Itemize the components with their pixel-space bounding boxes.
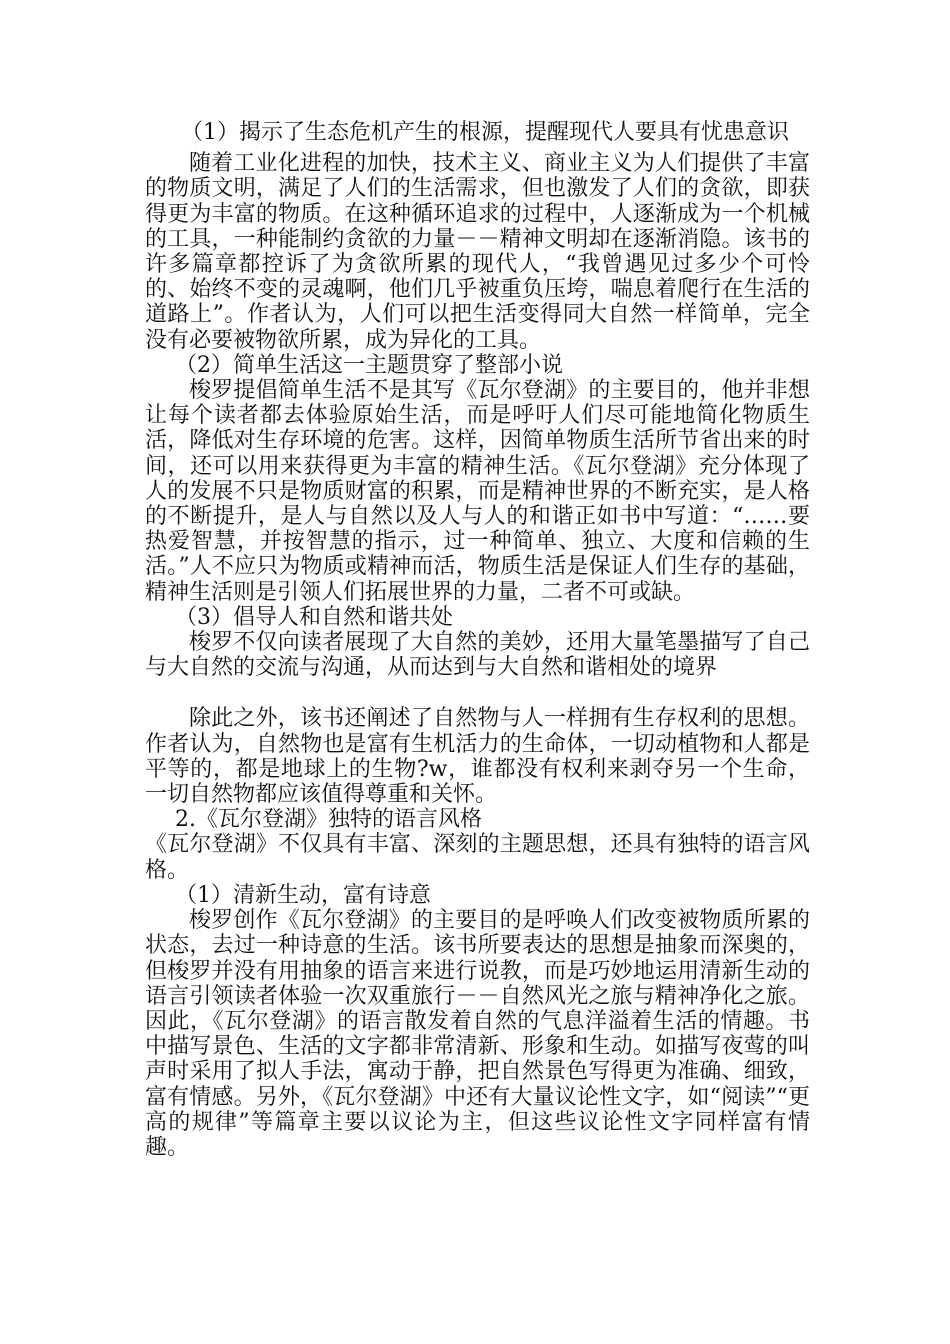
- section-heading-2: （2）简单生活这一主题贯穿了整部小说: [175, 352, 563, 378]
- paragraph-2: 梭罗提倡简单生活不是其写《瓦尔登湖》的主要目的，他并非想让每个读者都去体验原始生活，而是呼吁人们尽可能地简化物质生活，降低对生存环境的危害。这样，因简单物质生活所节省出来的时间，还可以用来获得更为丰富的精神生活。《瓦尔登湖》充分体现了人的发展不只是物质财富的积累，而是精神世界的不断充实，是人格的不断提升，是人与自然以及人与人的和谐正如书中写道：“……要热爱智慧，并按智慧的指示，过一种简单、独立、大度和信赖的生活。”人不应只为物质或精神而活，物质生活是保证人们生存的基础，精神生活则是引领人们拓展世界的力量，二者不可或缺。: [145, 378, 810, 605]
- section-heading-5: （1）清新生动，富有诗意: [175, 882, 431, 908]
- paragraph-4: 除此之外，该书还阐述了自然物与人一样拥有生存权利的思想。作者认为，自然物也是富有生机活力的生命体，一切动植物和人都是平等的，都是地球上的生物?w，谁都没有权利来剥夺另一个生命，一切自然物都应该值得尊重和关怀。: [145, 706, 810, 808]
- paragraph-6: 梭罗创作《瓦尔登湖》的主要目的是呼唤人们改变被物质所累的状态，去过一种诗意的生活。该书所要表达的思想是抽象而深奥的，但梭罗并没有用抽象的语言来进行说教，而是巧妙地运用清新生动的语言引领读者体验一次双重旅行－－自然风光之旅与精神净化之旅。因此，《瓦尔登湖》的语言散发着自然的气息洋溢着生活的情趣。书中描写景色、生活的文字都非常清新、形象和生动。如描写夜莺的叫声时采用了拟人手法，寓动于静，把自然景色写得更为准确、细致，富有情感。另外，《瓦尔登湖》中还有大量议论性文字，如“阅读”“更高的规律”等篇章主要以议论为主，但这些议论性文字同样富有情趣。: [145, 908, 810, 1160]
- paragraph-1: 随着工业化进程的加快，技术主义、商业主义为人们提供了丰富的物质文明，满足了人们的生活需求，但也激发了人们的贪欲，即获得更为丰富的物质。在这种循环追求的过程中，人逐渐成为一个机械的工具，一种能制约贪欲的力量－－精神文明却在逐渐消隐。该书的许多篇章都控诉了为贪欲所累的现代人，“我曾遇见过多少个可怜的、始终不变的灵魂啊，他们几乎被重负压垮，喘息着爬行在生活的道路上”。作者认为，人们可以把生活变得同大自然一样简单，完全没有必要被物欲所累，成为异化的工具。: [145, 151, 810, 353]
- paragraph-5: 《瓦尔登湖》不仅具有丰富、深刻的主题思想，还具有独特的语言风格。: [145, 832, 810, 883]
- document-page: [145, 120, 810, 1160]
- section-heading-1: （1）揭示了生态危机产生的根源，提醒现代人要具有忧患意识: [181, 120, 789, 145]
- section-heading-4: 2.《瓦尔登湖》独特的语言风格: [175, 807, 482, 833]
- section-heading-3: （3）倡导人和自然和谐共处: [175, 604, 453, 630]
- spacer: [145, 680, 810, 706]
- paragraph-3: 梭罗不仅向读者展现了大自然的美妙，还用大量笔墨描写了自己与大自然的交流与沟通，从而达到与大自然和谐相处的境界: [145, 630, 810, 681]
